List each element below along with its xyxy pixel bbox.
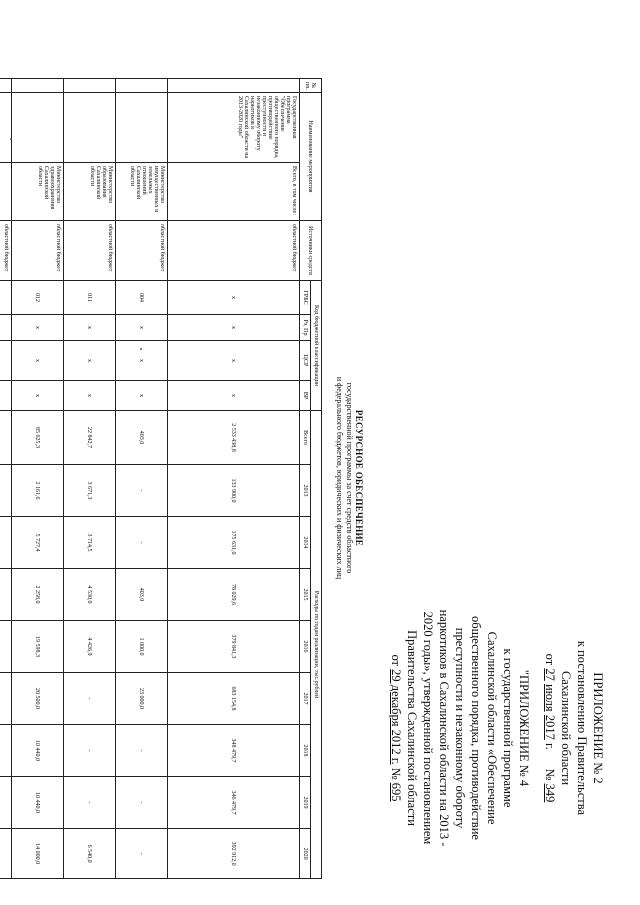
cell-csr: x: [168, 341, 300, 381]
cell-y2013: [0, 465, 12, 517]
appendix-line-3: Сахалинской области: [559, 670, 573, 786]
cell-vr: [0, 381, 12, 411]
appendix2-line-4: общественного порядка, противодействие: [469, 616, 483, 840]
cell-y2017: [0, 673, 12, 725]
cell-rzpr: x: [168, 315, 300, 341]
cell-y2017: 20 500,0: [12, 673, 64, 725]
cell-y2013: -: [116, 465, 168, 517]
cell-y2015: [0, 569, 12, 621]
cell-name: [12, 93, 64, 163]
table-row: [116, 79, 168, 879]
cell-y2013: 133 900,0: [168, 465, 300, 517]
cell-y2013: 3 671,3: [64, 465, 116, 517]
cell-csr: x: [64, 341, 116, 381]
cell-y2020: 392 912,0: [168, 829, 300, 879]
cell-y2019: 10 440,0: [12, 777, 64, 829]
resource-table: [0, 78, 322, 879]
cell-y2015: 2 258,0: [12, 569, 64, 621]
header-csr: ЦСР: [300, 341, 311, 381]
appendix-line-2: к постановлению Правительства: [575, 640, 589, 816]
cell-subtitle: Министерство здравоохранения Сахалинской области: [12, 163, 64, 221]
cell-y2018: 348 479,7: [168, 725, 300, 777]
cell-rzpr: [0, 315, 12, 341]
cell-y2014: 175 631,0: [168, 517, 300, 569]
table-row: [168, 79, 300, 879]
header-2017: 2017: [300, 673, 311, 725]
cell-grbs: x: [168, 281, 300, 315]
cell-source: областной бюджет: [116, 221, 168, 281]
cell-y2020: 6 540,0: [64, 829, 116, 879]
header-name: Наименование мероприятия: [300, 93, 322, 221]
cell-vr: x: [168, 381, 300, 411]
cell-grbs: 011: [64, 281, 116, 315]
cell-name: [64, 93, 116, 163]
cell-total: 85 625,3: [12, 411, 64, 465]
cell-y2014: 3 714,5: [64, 517, 116, 569]
header-vr: ВР: [300, 381, 311, 411]
cell-y2016: 4 426,9: [64, 621, 116, 673]
cell-y2015: 4 530,0: [64, 569, 116, 621]
cell-total: 403,0: [116, 411, 168, 465]
header-budget-class: Код бюджетной классификации: [311, 281, 322, 411]
cell-vr: x: [116, 381, 168, 411]
cell-y2017: -: [64, 673, 116, 725]
cell-total: 22 842,7: [64, 411, 116, 465]
appendix-line-1: ПРИЛОЖЕНИЕ № 2: [591, 672, 605, 784]
header-2014: 2014: [300, 517, 311, 569]
cell-y2016: 19 598,3: [12, 621, 64, 673]
cell-subtitle: [0, 163, 12, 221]
cell-y2018: -: [64, 725, 116, 777]
appendix2-line-1: "ПРИЛОЖЕНИЕ № 4: [517, 669, 531, 787]
header-2015: 2015: [300, 569, 311, 621]
cell-vr: x: [12, 381, 64, 411]
cell-rzpr: x: [64, 315, 116, 341]
title-line-3: и федерального бюджетов, юридических и физических лиц: [335, 376, 344, 580]
cell-y2019: [0, 777, 12, 829]
appendix2-line-2: к государственной программе: [501, 648, 515, 808]
header-grbs: ГРБС: [300, 281, 311, 315]
cell-y2017: 683 154,8: [168, 673, 300, 725]
document-title: [334, 218, 364, 738]
cell-source: областной бюджет: [12, 221, 64, 281]
cell-subtitle: Министерство имущественных и земельных отношений Сахалинской области: [116, 163, 168, 221]
cell-y2016: 379 841,3: [168, 621, 300, 673]
cell-rzpr: x: [116, 315, 168, 341]
cell-grbs: 004: [116, 281, 168, 315]
header-num: № пп.: [300, 79, 322, 93]
header-2016: 2016: [300, 621, 311, 673]
cell-total: [0, 411, 12, 465]
cell-source: областной бюджет: [0, 221, 12, 281]
cell-y2015: 78 029,6: [168, 569, 300, 621]
appendix-header: [542, 578, 606, 878]
cell-rzpr: x: [12, 315, 64, 341]
cell-y2014: -: [116, 517, 168, 569]
cell-subtitle: Всего, в том числе:: [168, 163, 300, 221]
cell-subtitle: Министерство образования Сахалинской области: [64, 163, 116, 221]
cell-y2019: -: [116, 777, 168, 829]
cell-name: Государственная программа "Обеспечение общественного порядка, противодействие преступности и незаконному обороту наркотиков в Сахалинской области на 2013-2020 годы": [168, 93, 300, 163]
table-row: [12, 79, 64, 879]
cell-csr: x: [116, 341, 168, 381]
cell-name: [0, 93, 12, 163]
document-page: [3, 18, 612, 898]
cell-y2016: 1 000,0: [116, 621, 168, 673]
cell-grbs: [0, 281, 12, 315]
appendix2-line-7: 2020 годы», утвержденной постановлением: [421, 611, 435, 845]
cell-y2019: 346 479,7: [168, 777, 300, 829]
cell-num: [168, 79, 300, 93]
cell-source: областной бюджет: [168, 221, 300, 281]
cell-y2013: 2 161,6: [12, 465, 64, 517]
title-line-2: государственной программы за счет средств областного: [345, 382, 354, 574]
appendix2-line-8: Правительства Сахалинской области: [405, 630, 419, 826]
cell-y2018: -: [116, 725, 168, 777]
cell-num: [64, 79, 116, 93]
header-2018: 2018: [300, 725, 311, 777]
header-total: Всего: [300, 411, 311, 465]
cell-y2018: 10 440,0: [12, 725, 64, 777]
appendix-line-4: от 27 июля 2017 г. № 349: [543, 653, 557, 803]
header-2020: 2020: [300, 829, 311, 879]
cell-grbs: 012: [12, 281, 64, 315]
cell-csr: [0, 341, 12, 381]
appendix2-line-6: наркотиков в Сахалинской области на 2013 -: [437, 609, 451, 847]
cell-num: [116, 79, 168, 93]
header-row-1: [311, 79, 322, 879]
scan-speck: [10, 138, 12, 140]
header-sources: Источники средств: [300, 221, 322, 281]
title-line-1: РЕСУРСНОЕ ОБЕСПЕЧЕНИЕ: [354, 409, 364, 547]
cell-num: [12, 79, 64, 93]
cell-name: [116, 93, 168, 163]
cell-y2020: 14 000,0: [12, 829, 64, 879]
table-row: [0, 79, 12, 879]
scan-speck: [140, 348, 142, 350]
appendix2-line-5: преступности и незаконному обороту: [453, 627, 467, 829]
cell-y2016: [0, 621, 12, 673]
header-2013: 2013: [300, 465, 311, 517]
appendix2-line-3: Сахалинской области «Обеспечение: [485, 631, 499, 825]
cell-y2020: [0, 829, 12, 879]
cell-source: областной бюджет: [64, 221, 116, 281]
cell-num: [0, 79, 12, 93]
cell-y2014: [0, 517, 12, 569]
cell-total: 2 533 438,8: [168, 411, 300, 465]
header-rzpr: Рз, Пр: [300, 315, 311, 341]
table-row: [64, 79, 116, 879]
header-2019: 2019: [300, 777, 311, 829]
cell-y2014: 5 727,4: [12, 517, 64, 569]
cell-y2020: -: [116, 829, 168, 879]
cell-y2018: [0, 725, 12, 777]
cell-y2019: -: [64, 777, 116, 829]
cell-y2017: 23 000,0: [116, 673, 168, 725]
cell-vr: x: [64, 381, 116, 411]
cell-y2015: 403,0: [116, 569, 168, 621]
appendix2-line-9: от 29 декабря 2012 г. № 695: [389, 654, 403, 802]
cell-csr: x: [12, 341, 64, 381]
header-expenses: Расходы по годам реализации, тыс.рублей: [311, 411, 322, 879]
appendix-subheader: [388, 578, 532, 878]
